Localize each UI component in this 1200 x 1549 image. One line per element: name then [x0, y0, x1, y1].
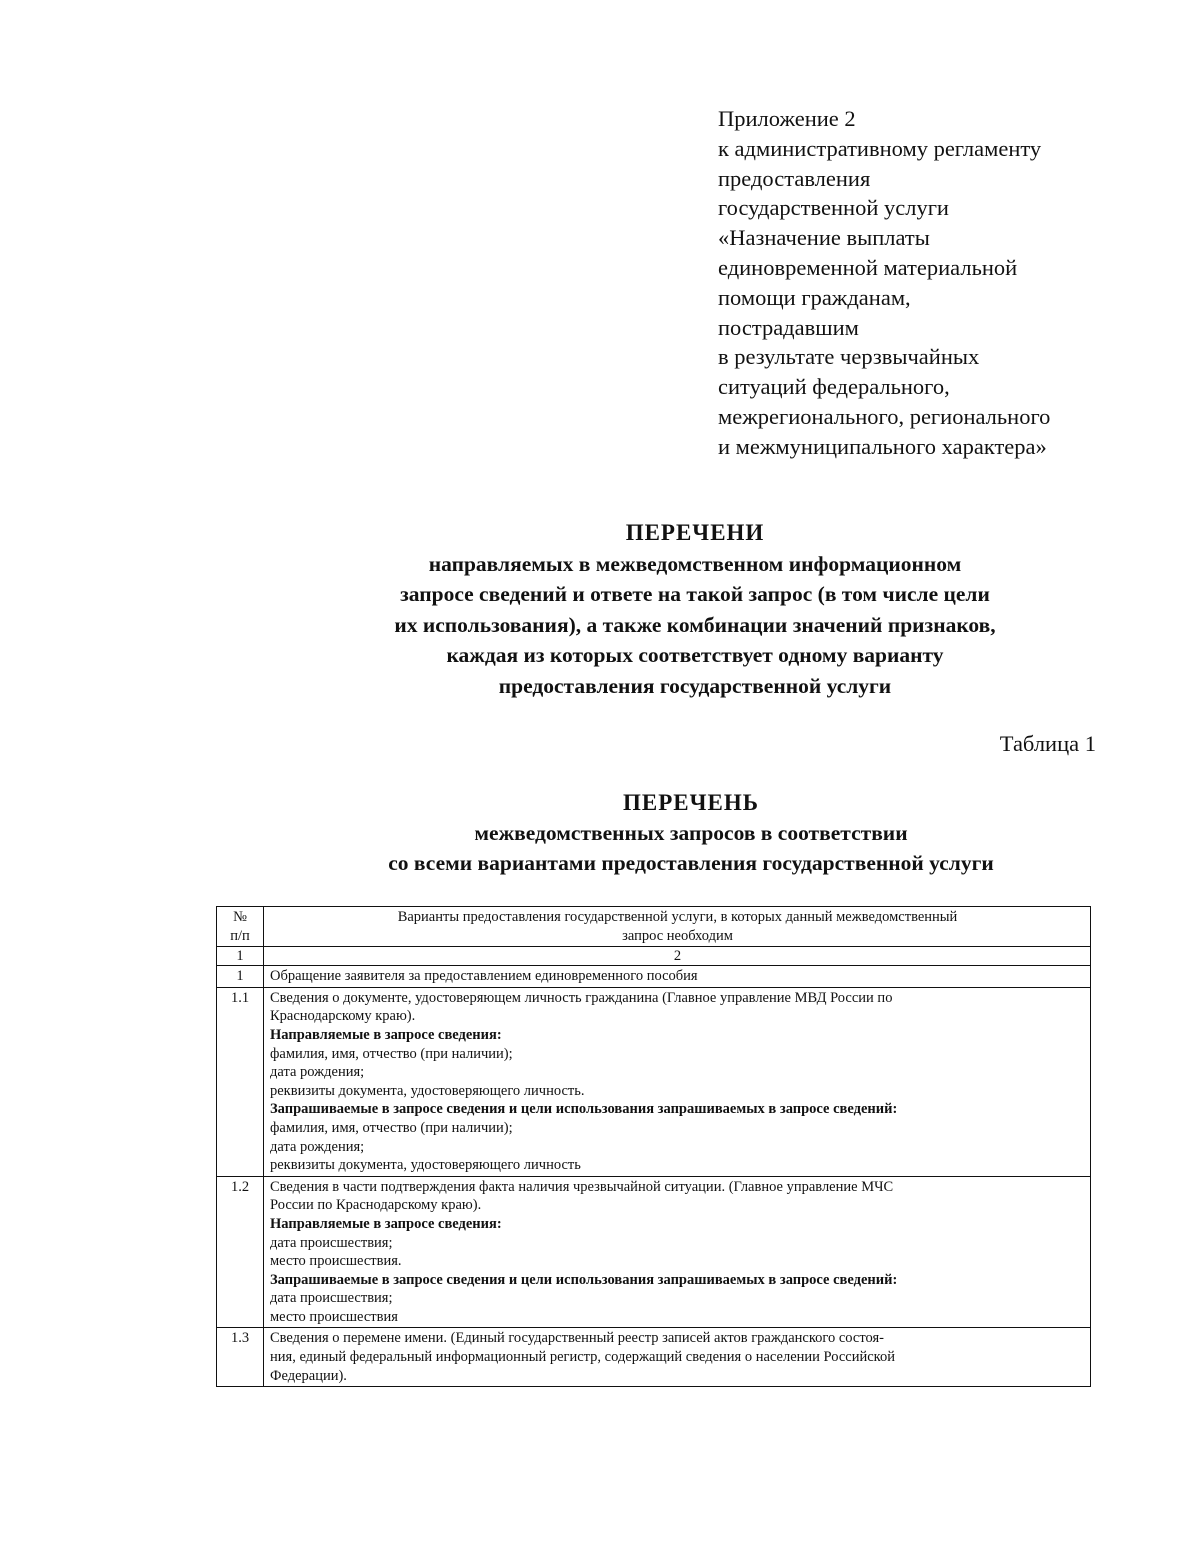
row-text-line: место происшествия	[270, 1308, 398, 1325]
table-index-row	[217, 947, 1091, 966]
list-title-line: со всеми вариантами предоставления государственной услуги	[388, 851, 994, 875]
main-title-line: направляемых в межведомственном информационном	[428, 551, 962, 576]
row-text-line: Запрашиваемые в запросе сведения и цели использования запрашиваемых в запросе сведений:	[270, 1271, 898, 1288]
header-number-label: п/п	[230, 927, 250, 944]
row-text-line: фамилия, имя, отчество (при наличии);	[270, 1119, 513, 1136]
appendix-line: предоставления	[718, 165, 871, 191]
row-text-line: Сведения о документе, удостоверяющем личность гражданина (Главное управление МВД России по	[270, 989, 893, 1006]
appendix-line: и межмуниципального характера»	[718, 433, 1047, 459]
list-title-heading: ПЕРЕЧЕНЬ	[623, 790, 759, 815]
list-title-line: межведомственных запросов в соответствии	[474, 821, 908, 845]
main-title-line: каждая из которых соответствует одному варианту	[446, 643, 944, 667]
row-text-line: дата происшествия;	[270, 1234, 393, 1251]
table-label: Таблица 1	[999, 731, 1096, 756]
row-text-line: Направляемые в запросе сведения:	[270, 1215, 502, 1232]
row-text-line: Краснодарскому краю).	[270, 1008, 416, 1025]
main-title-line: их использования), а также комбинации значений признаков,	[394, 612, 996, 637]
row-text-line: дата рождения;	[270, 1138, 365, 1155]
appendix-line: в результате черзвычайных	[718, 344, 980, 370]
row-text-line: дата происшествия;	[270, 1290, 393, 1307]
row-text-line: Запрашиваемые в запросе сведения и цели использования запрашиваемых в запросе сведений:	[270, 1101, 898, 1118]
table-header-row	[217, 907, 1091, 947]
row-number-cell: 1.3	[217, 1328, 264, 1387]
row-text-line: дата рождения;	[270, 1064, 365, 1081]
appendix-line: Приложение 2	[718, 106, 856, 131]
header-variants-label: Варианты предоставления государственной услуги, в которых данный межведомственный	[397, 909, 958, 925]
row-text-line: ния, единый федеральный информационный регистр, содержащий сведения о населении Российской	[270, 1349, 895, 1366]
main-title-line: запросе сведений и ответе на такой запрос (в том числе цели	[400, 582, 990, 606]
main-title-heading: ПЕРЕЧЕНИ	[625, 520, 765, 545]
index-cell: 1	[217, 947, 264, 966]
table-row	[217, 987, 1091, 1176]
index-cell: 2	[264, 947, 1091, 966]
appendix-block	[718, 104, 1178, 462]
row-text-line: Сведения в части подтверждения факта наличия чрезвычайной ситуации. (Главное управление МЧС	[270, 1178, 894, 1195]
appendix-line: межрегионального, регионального	[718, 403, 1051, 429]
appendix-line: пострадавшим	[718, 314, 859, 340]
appendix-line: помощи гражданам,	[718, 284, 911, 310]
appendix-line: к административному регламенту	[718, 135, 1042, 161]
row-text-line: Сведения о перемене имени. (Единый государственный реестр записей актов гражданского состоя-	[270, 1330, 884, 1347]
row-text-line: России по Краснодарскому краю).	[270, 1197, 482, 1214]
appendix-line: государственной услуги	[718, 195, 949, 221]
row-text-cell	[264, 966, 1091, 988]
row-number-cell: 1	[217, 966, 264, 988]
main-title	[0, 518, 1200, 701]
row-text-line: Обращение заявителя за предоставлением единовременного пособия	[270, 968, 698, 985]
row-text-cell	[264, 987, 1091, 1176]
appendix-line: ситуаций федерального,	[718, 374, 950, 400]
header-number-cell	[217, 907, 264, 947]
row-text-cell	[264, 1328, 1091, 1387]
row-text-cell	[264, 1176, 1091, 1328]
row-number-cell: 1.2	[217, 1176, 264, 1328]
row-text-line: Федерации).	[270, 1367, 347, 1384]
table-row	[217, 1328, 1091, 1387]
header-number-label: №	[233, 909, 247, 925]
appendix-line: «Назначение выплаты	[718, 225, 930, 251]
row-text-line: реквизиты документа, удостоверяющего личность	[270, 1157, 581, 1174]
table-row	[217, 966, 1091, 988]
row-text-line: Направляемые в запросе сведения:	[270, 1026, 502, 1043]
table-row	[217, 1176, 1091, 1328]
header-variants-label: запрос необходим	[622, 927, 733, 944]
row-text-line: реквизиты документа, удостоверяющего личность.	[270, 1082, 585, 1099]
main-title-line: предоставления государственной услуги	[498, 673, 892, 698]
appendix-line: единовременной материальной	[718, 254, 1018, 280]
requests-table	[216, 906, 1091, 1387]
header-variants-cell	[264, 907, 1091, 947]
row-text-line: место происшествия.	[270, 1253, 402, 1270]
row-number-cell: 1.1	[217, 987, 264, 1176]
list-title	[0, 788, 1200, 878]
row-text-line: фамилия, имя, отчество (при наличии);	[270, 1045, 513, 1062]
